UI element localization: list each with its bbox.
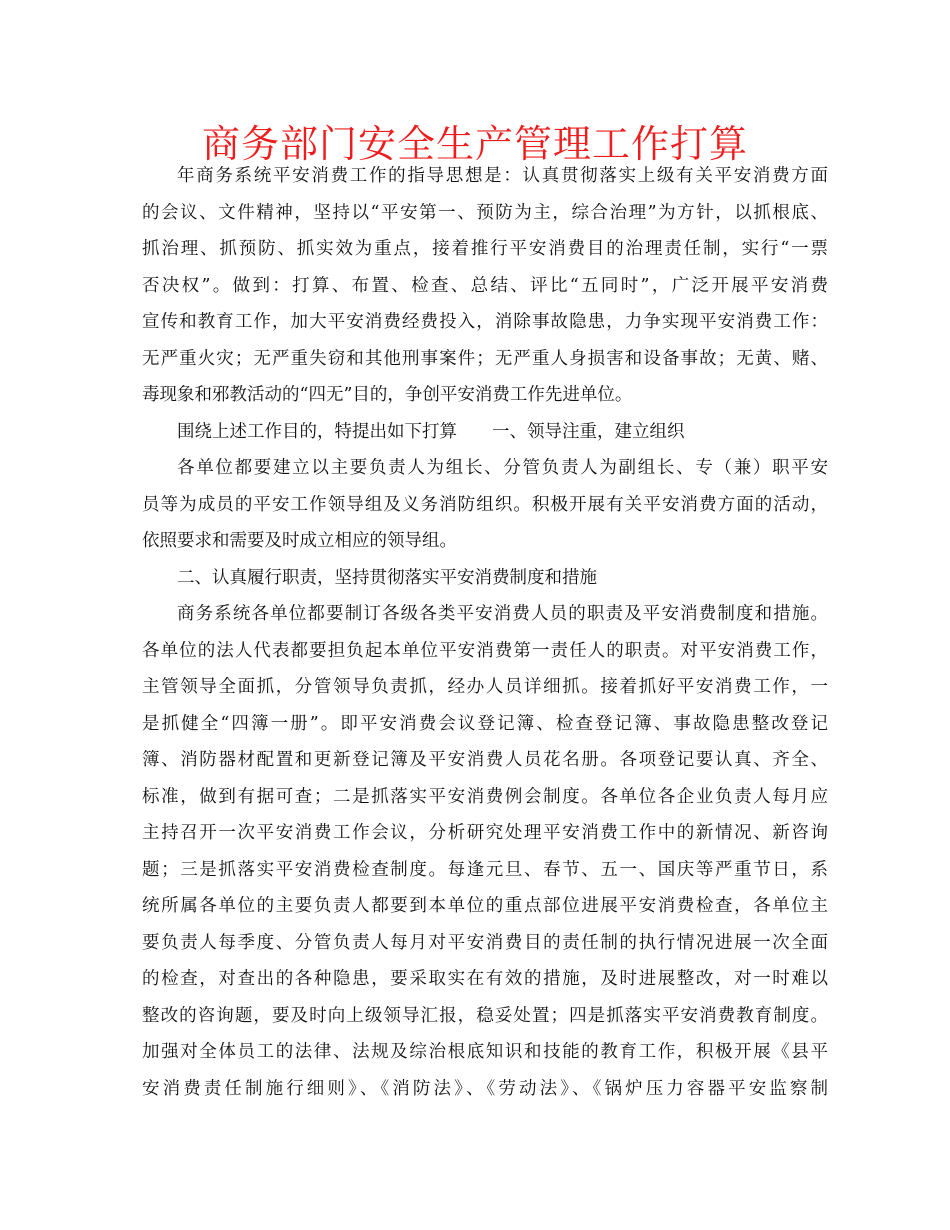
body-line: 主持召开一次平安消费工作会议，分析研究处理平安消费工作中的新情况、新咨询 [142,823,828,843]
body-line: 是抓健全“四簿一册”。即平安消费会议登记簿、检查登记簿、事故隐患整改登记 [142,713,828,734]
body-line: 年商务系统平安消费工作的指导思想是：认真贯彻落实上级有关平安消费方面 [177,166,828,186]
body-line: 标准，做到有据可查；二是抓落实平安消费例会制度。各单位各企业负责人每月应 [142,786,828,807]
body-line: 无严重火灾；无严重失窃和其他刑事案件；无严重人身损害和设备事故；无黄、赌、 [142,348,828,369]
body-line: 加强对全体员工的法律、法规及综治根底知识和技能的教育工作，积极开展《县平 [142,1042,828,1062]
document-body [142,158,828,1107]
body-line: 整改的咨询题，要及时向上级领导汇报，稳妥处置；四是抓落实平安消费教育制度。 [142,1005,828,1026]
body-line: 主管领导全面抓，分管领导负责抓，经办人员详细抓。接着抓好平安消费工作，一 [142,677,828,697]
body-line: 抓治理、抓预防、抓实效为重点，接着推行平安消费目的治理责任制，实行“一票 [142,239,828,259]
body-line: 簿、消防器材配置和更新登记簿及平安消费人员花名册。各项登记要认真、齐全、 [142,750,828,770]
body-line: 否决权”。做到：打算、布置、检查、总结、评比“五同时”，广泛开展平安消费 [142,275,828,296]
body-line: 统所属各单位的主要负责人都要到本单位的重点部位进展平安消费检查，各单位主 [142,896,828,916]
body-line: 员等为成员的平安工作领导组及义务消防组织。积极开展有关平安消费方面的活动， [142,494,828,515]
body-line: 商务系统各单位都要制订各级各类平安消费人员的职责及平安消费制度和措施。 [177,604,828,624]
body-line: 围绕上述工作目的，特提出如下打算 一、领导注重，建立组织 [177,421,685,442]
body-line: 二、认真履行职责，坚持贯彻落实平安消费制度和措施 [177,567,597,588]
body-line: 的会议、文件精神，坚持以“平安第一、预防为主，综合治理”为方针，以抓根底、 [142,202,828,223]
document-title: 商务部门安全生产管理工作打算 [201,122,748,166]
body-line: 各单位的法人代表都要担负起本单位平安消费第一责任人的职责。对平安消费工作， [142,640,828,661]
body-line: 题；三是抓落实平安消费检查制度。每逢元旦、春节、五一、国庆等严重节日，系 [142,859,828,880]
body-line: 安消费责任制施行细则》、《消防法》、《劳动法》、《锅炉压力容器平安监察制 [142,1078,828,1099]
body-line: 要负责人每季度、分管负责人每月对平安消费目的责任制的执行情况进展一次全面 [142,932,828,953]
body-line: 各单位都要建立以主要负责人为组长、分管负责人为副组长、专（兼）职平安 [177,458,828,478]
body-line: 宣传和教育工作，加大平安消费经费投入，消除事故隐患，力争实现平安消费工作： [142,312,828,332]
body-line: 依照要求和需要及时成立相应的领导组。 [142,531,457,551]
body-line: 的检查，对查出的各种隐患，要采取实在有效的措施，及时进展整改，对一时难以 [142,969,828,989]
body-line: 毒现象和邪教活动的“四无”目的，争创平安消费工作先进单位。 [142,385,633,405]
